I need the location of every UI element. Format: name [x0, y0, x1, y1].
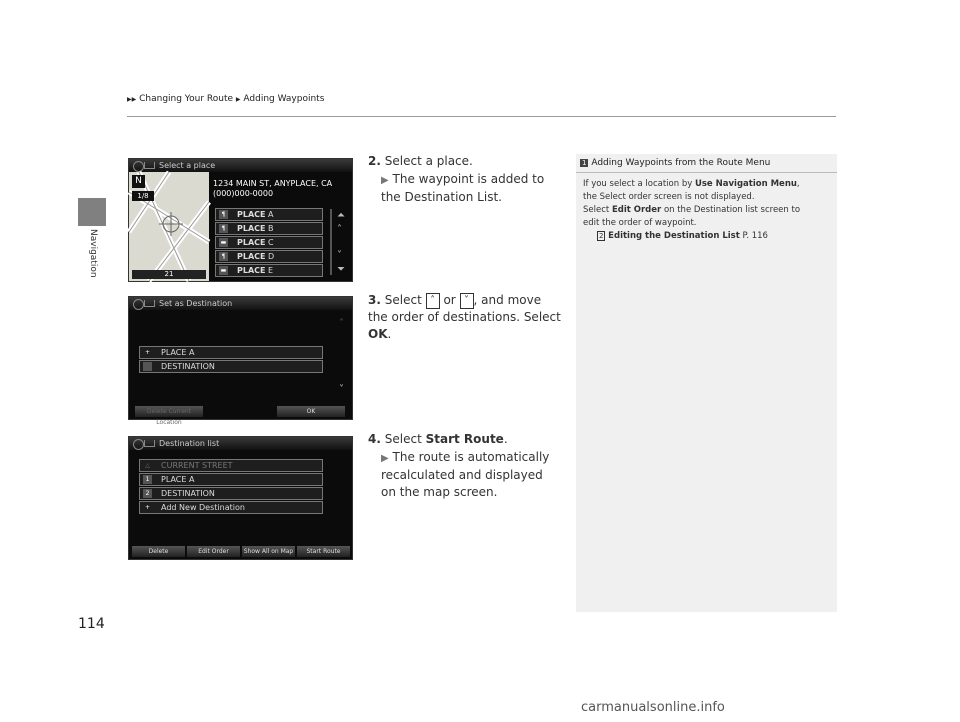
step-text: Select	[384, 293, 422, 307]
note-number-icon: 1	[582, 159, 587, 167]
note-text: on the Destination list screen to	[663, 205, 801, 215]
note-keyword: Edit Order	[611, 205, 662, 215]
show-all-button[interactable]: Show All on Map	[243, 548, 294, 555]
address-line2: (000)000-0000	[213, 189, 274, 198]
back-icon	[144, 440, 155, 447]
north-icon: N	[132, 175, 145, 188]
note-line: edit the order of waypoint.	[583, 218, 697, 228]
destination-row[interactable]	[139, 346, 323, 359]
row-label: CURRENT STREET	[161, 461, 233, 470]
footer-watermark: carmanualsonline.info	[581, 700, 725, 715]
note-text: ,	[796, 179, 800, 189]
row-label: DESTINATION	[161, 489, 215, 498]
screen-title-bar	[129, 297, 352, 310]
note-body	[583, 178, 831, 243]
destination-row[interactable]	[139, 473, 323, 486]
note-line: the Select order screen is not displayed.	[583, 192, 755, 202]
restaurant-icon: ¶	[219, 210, 228, 219]
step-number: 3.	[368, 293, 381, 307]
row-label: PLACE A	[161, 475, 195, 484]
distance-label: 21	[132, 270, 206, 279]
start-icon: △	[145, 462, 150, 469]
hotel-icon: ▬	[220, 267, 227, 274]
screen-destination-list	[128, 436, 353, 560]
scroll-up-icon[interactable]: ˄	[339, 318, 344, 329]
breadcrumb	[127, 94, 324, 104]
step-3	[368, 292, 563, 343]
add-icon: +	[144, 349, 151, 356]
place-label: PLACE B	[237, 224, 274, 233]
step-number: 4.	[368, 432, 381, 446]
home-icon	[133, 439, 144, 450]
place-row[interactable]	[215, 236, 323, 249]
sidebar-label: Navigation	[88, 229, 98, 278]
back-icon	[144, 300, 155, 307]
place-label: PLACE D	[237, 252, 275, 261]
back-icon	[144, 162, 155, 169]
step-text: Select	[384, 432, 422, 446]
note-reference[interactable]	[583, 230, 831, 243]
place-label: PLACE A	[237, 210, 274, 219]
step-4-result	[381, 449, 561, 501]
step-text: .	[503, 432, 508, 446]
result-arrow-icon: ▶	[381, 453, 389, 464]
step-4	[368, 432, 508, 446]
destination-row[interactable]	[139, 501, 323, 514]
breadcrumb-part1: Changing Your Route	[139, 94, 234, 104]
place-row[interactable]	[215, 222, 323, 235]
place-label: PLACE E	[237, 266, 274, 275]
home-icon	[133, 299, 144, 310]
destination-row[interactable]	[139, 360, 323, 373]
reference-icon: 2	[599, 232, 604, 240]
step-text: or	[443, 293, 456, 307]
page-number: 114	[78, 616, 105, 632]
place-label: PLACE C	[237, 238, 274, 247]
destination-row[interactable]	[139, 459, 323, 472]
place-row[interactable]	[215, 250, 323, 263]
step-keyword: OK	[368, 327, 388, 341]
address-line1: 1234 MAIN ST, ANYPLACE, CA	[213, 179, 333, 188]
result-arrow-icon: ▶	[381, 175, 389, 186]
down-arrow-button-icon: ˅	[460, 293, 474, 309]
scroll-down-icon[interactable]: ˅	[339, 384, 344, 395]
scroll-down-icon[interactable]: ˅	[337, 250, 342, 261]
delete-button[interactable]: Delete	[132, 546, 185, 557]
page-down-icon[interactable]: ⏷	[337, 264, 345, 275]
place-row[interactable]	[215, 208, 323, 221]
note-keyword: Use Navigation Menu	[694, 179, 797, 189]
up-arrow-button-icon: ˄	[426, 293, 440, 309]
step-2-result	[381, 171, 561, 206]
sidebar-tab	[78, 198, 106, 226]
note-line	[583, 204, 831, 217]
screen-title: Set as Destination	[159, 299, 233, 308]
screen-title: Select a place	[159, 161, 216, 170]
screen-title-bar	[129, 437, 352, 450]
home-icon	[133, 161, 144, 172]
note-title	[580, 158, 770, 168]
note-rule	[576, 172, 837, 173]
header-rule	[127, 116, 836, 117]
map-view[interactable]	[129, 172, 209, 281]
note-text: If you select a location by	[583, 179, 693, 189]
step-keyword: Start Route	[425, 432, 504, 446]
result-text: The waypoint is added to the Destination List.	[381, 172, 545, 204]
page-up-icon[interactable]: ⏶	[337, 210, 345, 221]
step-text: , and move the order of destinations. Select	[368, 293, 561, 324]
note-line	[583, 178, 831, 191]
step-2	[368, 154, 473, 168]
screen-select-place	[128, 158, 353, 282]
delete-location-button[interactable]: Delete Current Location	[135, 406, 203, 417]
start-route-button[interactable]: Start Route	[297, 546, 350, 557]
row-label: DESTINATION	[161, 362, 215, 371]
row-label: PLACE A	[161, 348, 195, 357]
scrollbar[interactable]	[330, 209, 332, 275]
step-number: 2.	[368, 154, 381, 168]
breadcrumb-arrow-icon: ▶▶	[127, 96, 137, 103]
hotel-icon: ▬	[220, 239, 227, 246]
ok-button[interactable]: OK	[277, 406, 345, 417]
edit-order-button[interactable]: Edit Order	[187, 546, 240, 557]
step-text: .	[387, 327, 392, 341]
number-badge: 1	[143, 475, 152, 484]
result-text: The route is automatically recalculated and displayed on the map screen.	[381, 450, 550, 499]
note-text: Select	[583, 205, 610, 215]
scale-label: 1/8	[132, 191, 154, 201]
number-badge	[143, 362, 152, 371]
scroll-up-icon[interactable]: ˄	[337, 224, 342, 235]
step-text: Select a place.	[384, 154, 473, 168]
breadcrumb-part2: Adding Waypoints	[243, 94, 325, 104]
note-title-text: Adding Waypoints from the Route Menu	[591, 158, 771, 168]
screen-title: Destination list	[159, 439, 220, 448]
place-row[interactable]	[215, 264, 323, 277]
reference-page: P. 116	[742, 231, 768, 241]
restaurant-icon: ¶	[219, 252, 228, 261]
screen-title-bar	[129, 159, 352, 172]
breadcrumb-arrow-icon: ▶	[235, 96, 241, 103]
reference-title: Editing the Destination List	[608, 231, 740, 241]
restaurant-icon: ¶	[219, 224, 228, 233]
screen-set-destination	[128, 296, 353, 426]
row-label: Add New Destination	[161, 503, 245, 512]
number-badge: 2	[143, 489, 152, 498]
add-icon: +	[144, 504, 151, 511]
destination-row[interactable]	[139, 487, 323, 500]
